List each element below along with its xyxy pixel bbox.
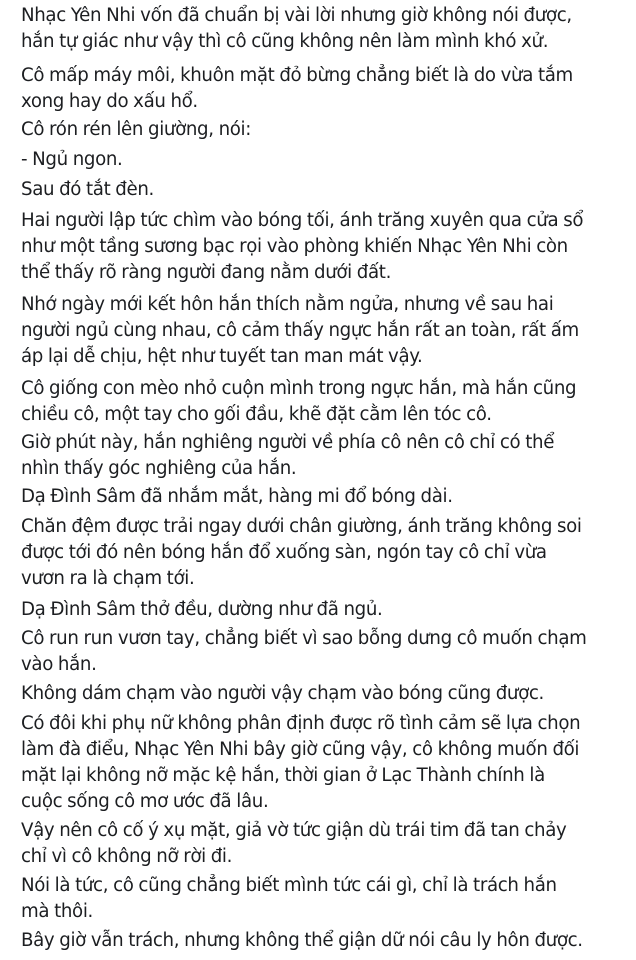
text-line: chiều cô, một tay cho gối đầu, khẽ đặt cằm lên tóc cô. <box>21 404 492 425</box>
text-line: Dạ Đình Sâm thở đều, dường như đã ngủ. <box>21 599 383 620</box>
text-line: nhìn thấy góc nghiêng của hắn. <box>21 458 297 479</box>
text-line: mà thôi. <box>21 901 93 922</box>
text-line: - Ngủ ngon. <box>21 149 123 170</box>
paragraph <box>21 484 453 510</box>
paragraph <box>21 514 582 592</box>
paragraph <box>21 117 251 143</box>
paragraph <box>21 928 583 954</box>
text-line: như một tầng sương bạc rọi vào phòng khiến Nhạc Yên Nhi còn <box>21 236 568 257</box>
text-line: mặt lại không nỡ mặc kệ hắn, thời gian ở Lạc Thành chính là <box>21 765 545 786</box>
paragraph <box>21 3 572 55</box>
text-line: Bây giờ vẫn trách, nhưng không thể giận dữ nói câu ly hôn được. <box>21 930 583 951</box>
paragraph <box>21 597 382 623</box>
text-line: Cô giống con mèo nhỏ cuộn mình trong ngực hắn, mà hắn cũng <box>21 378 577 399</box>
text-line: thể thấy rõ ràng người đang nằm dưới đất. <box>21 262 391 283</box>
text-line: Sau đó tắt đèn. <box>21 179 154 200</box>
text-line: Nhớ ngày mới kết hôn hắn thích nằm ngửa, nhưng về sau hai <box>21 294 554 315</box>
text-line: Không dám chạm vào người vậy chạm vào bóng cũng được. <box>21 683 544 704</box>
text-line: hắn tự giác như vậy thì cô cũng không nên làm mình khó xử. <box>21 31 549 52</box>
paragraph <box>21 711 580 815</box>
text-line: chỉ vì cô không nỡ rời đi. <box>21 846 233 867</box>
text-line: Vậy nên cô cố ý xụ mặt, giả vờ tức giận dù trái tim đã tan chảy <box>21 820 567 841</box>
text-line: vươn ra là chạm tới. <box>21 568 195 589</box>
text-line: được tới đó nên bóng hắn đổ xuống sàn, ngón tay cô chỉ vừa <box>21 542 547 563</box>
text-line: cuộc sống cô mơ ước đã lâu. <box>21 791 269 812</box>
paragraph <box>21 818 566 870</box>
text-line: Có đôi khi phụ nữ không phân định được rõ tình cảm sẽ lựa chọn <box>21 713 581 734</box>
text-line: áp lại dễ chịu, hệt như tuyết tan man mát vậy. <box>21 346 423 367</box>
paragraph <box>21 873 557 925</box>
text-line: làm đà điểu, Nhạc Yên Nhi bây giờ cũng vậy, cô không muốn đối <box>21 739 580 760</box>
paragraph <box>21 208 583 286</box>
text-line: Cô run run vươn tay, chẳng biết vì sao bỗng dưng cô muốn chạm <box>21 628 587 649</box>
text-line: Nói là tức, cô cũng chẳng biết mình tức cái gì, chỉ là trách hắn <box>21 875 557 896</box>
paragraph <box>21 177 154 203</box>
text-line: Chăn đệm được trải ngay dưới chân giường, ánh trăng không soi <box>21 516 582 537</box>
text-line: người ngủ cùng nhau, cô cảm thấy ngực hắn rất an toàn, rất ấm <box>21 320 579 341</box>
paragraph <box>21 147 122 173</box>
text-line: Hai người lập tức chìm vào bóng tối, ánh trăng xuyên qua cửa sổ <box>21 210 584 231</box>
text-line: Giờ phút này, hắn nghiêng người về phía cô nên cô chỉ có thể <box>21 432 555 453</box>
paragraph <box>21 292 579 370</box>
text-line: Cô mấp máy môi, khuôn mặt đỏ bừng chẳng biết là do vừa tắm <box>21 65 573 86</box>
text-line: vào hắn. <box>21 654 97 675</box>
paragraph <box>21 681 544 707</box>
paragraph <box>21 626 587 678</box>
text-line: Dạ Đình Sâm đã nhắm mắt, hàng mi đổ bóng dài. <box>21 486 453 507</box>
text-line: Cô rón rén lên giường, nói: <box>21 119 252 140</box>
text-line: xong hay do xấu hổ. <box>21 91 198 112</box>
paragraph <box>21 63 573 115</box>
paragraph <box>21 430 554 482</box>
paragraph <box>21 376 576 428</box>
text-line: Nhạc Yên Nhi vốn đã chuẩn bị vài lời nhưng giờ không nói được, <box>21 5 572 26</box>
